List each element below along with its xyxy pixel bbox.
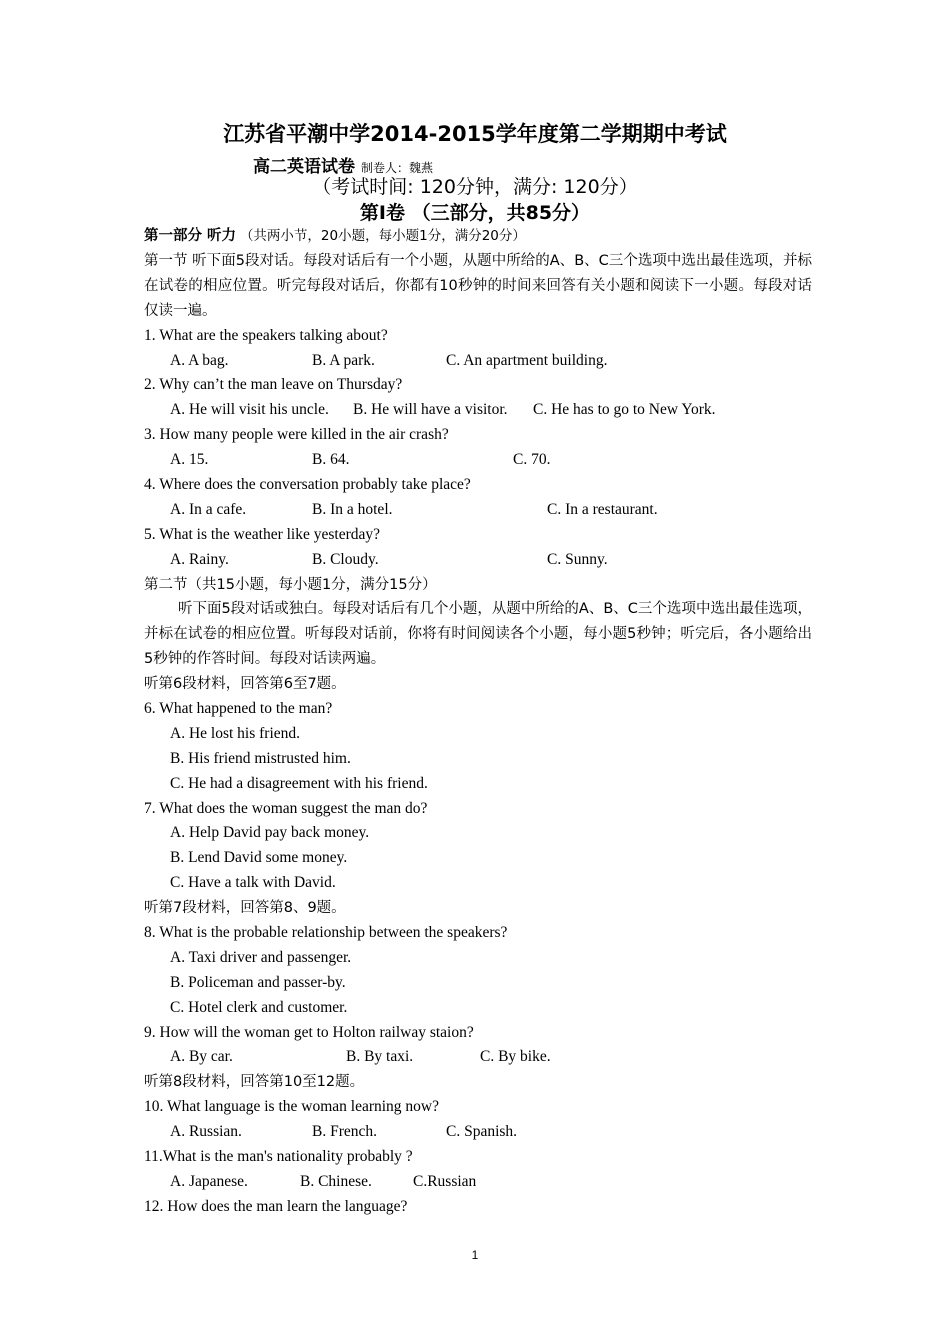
question-5: 5. What is the weather like yesterday? bbox=[144, 525, 380, 543]
part1-heading bbox=[144, 224, 812, 249]
option-a: A. Rainy. bbox=[170, 550, 229, 568]
material-8-instruction: 听第8段材料，回答第10至12题。 bbox=[144, 1074, 365, 1091]
option-c: C. Hotel clerk and customer. bbox=[170, 998, 348, 1016]
option-a: A. Japanese. bbox=[170, 1172, 248, 1190]
option-b: B. By taxi. bbox=[346, 1048, 414, 1066]
option-b: B. 64. bbox=[312, 451, 350, 469]
question-8: 8. What is the probable relationship between the speakers? bbox=[144, 924, 508, 942]
option-a: A. A bag. bbox=[170, 351, 229, 369]
question-11-options bbox=[144, 1170, 812, 1195]
volume-heading: 第I卷 （三部分，共85分） bbox=[359, 202, 591, 224]
option-c: C. Have a talk with David. bbox=[170, 874, 336, 892]
option-b: B. His friend mistrusted him. bbox=[170, 749, 351, 767]
part1-note: （共两小节，20小题，每小题1分，满分20分） bbox=[239, 228, 526, 244]
question-2: 2. Why can’t the man leave on Thursday? bbox=[144, 376, 403, 394]
question-4-options bbox=[144, 498, 812, 523]
option-a: A. Help David pay back money. bbox=[170, 824, 370, 842]
question-9: 9. How will the woman get to Holton railway staion? bbox=[144, 1023, 474, 1041]
option-c: C. He has to go to New York. bbox=[533, 401, 716, 419]
maker-credit: 制卷人：魏燕 bbox=[361, 161, 434, 175]
option-c: C. An apartment building. bbox=[446, 351, 608, 369]
option-c: C. He had a disagreement with his friend. bbox=[170, 774, 428, 792]
material-7-instruction: 听第7段材料，回答第8、9题。 bbox=[144, 900, 346, 917]
option-b: B. Lend David some money. bbox=[170, 849, 348, 867]
option-a: A. By car. bbox=[170, 1048, 233, 1066]
question-7: 7. What does the woman suggest the man do? bbox=[144, 799, 428, 817]
option-c: C. By bike. bbox=[480, 1048, 551, 1066]
option-a: A. He lost his friend. bbox=[170, 724, 301, 742]
question-12: 12. How does the man learn the language? bbox=[144, 1197, 408, 1215]
option-c: C. 70. bbox=[513, 451, 551, 469]
question-9-options bbox=[144, 1045, 812, 1070]
question-4: 4. Where does the conversation probably take place? bbox=[144, 475, 471, 493]
option-a: A. Russian. bbox=[170, 1123, 242, 1141]
option-b: B. Chinese. bbox=[300, 1172, 372, 1190]
exam-content bbox=[144, 224, 812, 1220]
option-c: C. Spanish. bbox=[446, 1123, 518, 1141]
question-3: 3. How many people were killed in the air crash? bbox=[144, 426, 449, 444]
question-1-options bbox=[144, 349, 812, 374]
part1-title: 第一部分 听力 bbox=[144, 228, 237, 244]
page-number: 1 bbox=[471, 1248, 479, 1262]
material-6-instruction: 听第6段材料，回答第6至7题。 bbox=[144, 676, 346, 693]
question-2-options bbox=[144, 398, 812, 423]
question-10-options bbox=[144, 1120, 812, 1145]
option-b: B. French. bbox=[312, 1123, 378, 1141]
question-3-options bbox=[144, 448, 812, 473]
option-a: A. Taxi driver and passenger. bbox=[170, 948, 352, 966]
section2-heading: 第二节（共15小题，每小题1分，满分15分） bbox=[144, 576, 437, 593]
section2-instructions: 听下面5段对话或独白。每段对话后有几个小题，从题中所给的A、B、C三个选项中选出最佳选项，并标在试卷的相应位置。听每段对话前，你将有时间阅读各个小题，每小题5秒钟；听完后，各小题给出5秒钟的作答时间。每段对话读两遍。 bbox=[144, 601, 812, 668]
option-a: A. He will visit his uncle. bbox=[170, 401, 329, 419]
exam-title: 江苏省平潮中学2014-2015学年度第二学期期中考试 bbox=[223, 122, 727, 146]
option-c: C.Russian bbox=[413, 1172, 477, 1190]
section1-instructions: 第一节 听下面5段对话。每段对话后有一个小题，从题中所给的A、B、C三个选项中选出最佳选项，并标在试卷的相应位置。听完每段对话后，你都有10秒钟的时间来回答有关小题和阅读下一小题。每段对话仅读一遍。 bbox=[144, 252, 812, 319]
option-b: B. Policeman and passer-by. bbox=[170, 973, 346, 991]
option-c: C. In a restaurant. bbox=[547, 500, 658, 518]
option-a: A. 15. bbox=[170, 451, 209, 469]
option-b: B. In a hotel. bbox=[312, 500, 393, 518]
question-11: 11.What is the man's nationality probably ? bbox=[144, 1148, 413, 1166]
time-info: （考试时间: 120分钟，满分: 120分） bbox=[312, 176, 638, 198]
question-1: 1. What are the speakers talking about? bbox=[144, 326, 388, 344]
question-6: 6. What happened to the man? bbox=[144, 700, 333, 718]
option-b: B. A park. bbox=[312, 351, 375, 369]
option-a: A. In a cafe. bbox=[170, 500, 247, 518]
question-5-options bbox=[144, 548, 812, 573]
option-b: B. He will have a visitor. bbox=[353, 401, 508, 419]
option-b: B. Cloudy. bbox=[312, 550, 379, 568]
subject-title: 高二英语试卷 bbox=[253, 157, 355, 177]
question-10: 10. What language is the woman learning now? bbox=[144, 1098, 439, 1116]
option-c: C. Sunny. bbox=[547, 550, 608, 568]
